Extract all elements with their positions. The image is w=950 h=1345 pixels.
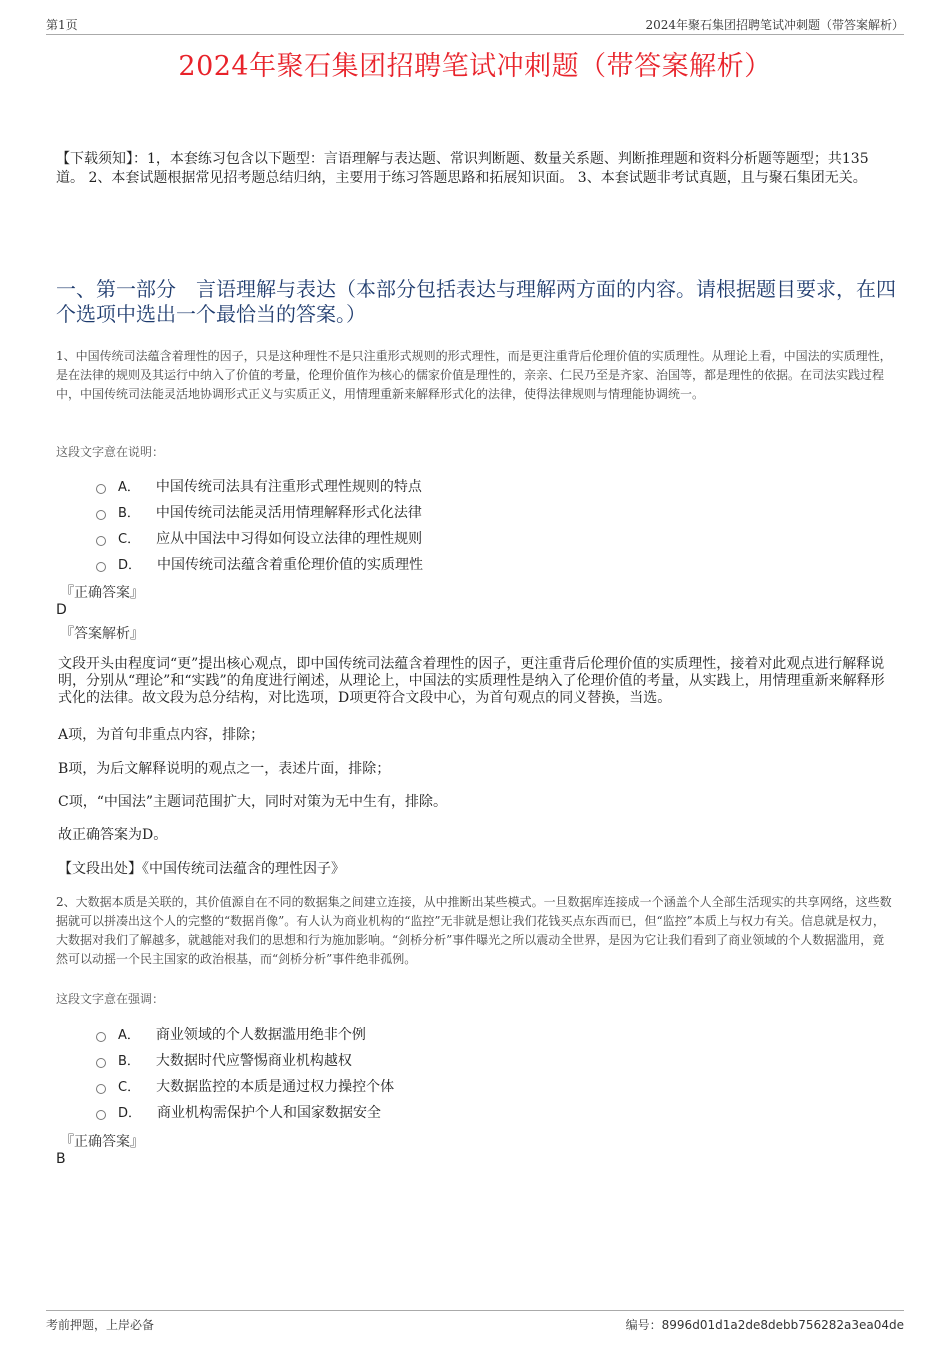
q1-option-c[interactable] [96,528,422,548]
footer-code [626,1316,904,1333]
option-letter: B． [118,1054,140,1069]
option-text: 应从中国法中习得如何设立法律的理性规则 [156,531,423,547]
q1-note-c: C项，“中国法”主题词范围扩大，同时对策为无中生有，排除。 [58,794,448,810]
page-title: 2024年聚石集团招聘笔试冲刺题（带答案解析） [178,51,772,82]
q2-answer-label: 『正确答案』 [60,1134,144,1150]
question-2-text: 2、大数据本质是关联的，其价值源自在不同的数据集之间建立连接，从中推断出某些模式。一旦数据库连接成一个涵盖个人全部生活现实的共享网络，这些数据就可以拼凑出这个人的完整的“数据肖像”。有人认为商业机构的“监控”无非就是想让我们花钱买点东西而已，但“监控”本质上与权力有关。信息就是权力，大数据对我们了解越多，就越能对我们的思想和行为施加影响。“剑桥分析”事件曝光之所以震动全世界，是因为它让我们看到了商业领域的个人数据滥用，竟然可以动摇一个民主国家的政治根基，而“剑桥分析”事件绝非孤例。 [56,895,892,966]
option-text: 中国传统司法蕴含着重伦理价值的实质理性 [157,557,424,573]
q2-option-b[interactable] [96,1050,352,1070]
question-1-prompt: 这段文字意在说明： [56,445,165,459]
q2-option-a[interactable] [96,1024,366,1044]
q1-note-b: B项，为后文解释说明的观点之一，表述片面，排除； [58,761,391,777]
q1-option-d[interactable] [96,554,423,574]
header-doc-title: 2024年聚石集团招聘笔试冲刺题（带答案解析） [645,18,904,32]
radio-icon[interactable] [96,1110,106,1120]
q1-option-b[interactable] [96,502,422,522]
q1-answer-label: 『正确答案』 [60,585,144,601]
q1-source: 【文段出处】《中国传统司法蕴含的理性因子》 [58,861,345,877]
option-text: 商业机构需保护个人和国家数据安全 [157,1105,382,1121]
option-text: 中国传统司法能灵活用情理解释形式化法律 [155,505,422,521]
q2-option-d[interactable] [96,1102,381,1122]
footer-slogan: 考前押题，上岸必备 [46,1318,155,1332]
q2-option-c[interactable] [96,1076,394,1096]
q1-note-a: A项，为首句非重点内容，排除； [58,727,265,743]
option-letter: B． [118,506,140,521]
section-title: 一、第一部分 言语理解与表达（本部分包括表达与理解两方面的内容。请根据题目要求，在四个选项中选出一个最恰当的答案。） [56,277,896,326]
q1-option-a[interactable] [96,476,422,496]
option-letter: D． [118,1106,142,1121]
radio-icon[interactable] [96,1084,106,1094]
question-1-text: 1、中国传统司法蕴含着理性的因子，只是这种理性不是只注重形式规则的形式理性，而是更注重背后伦理价值的实质理性。从理论上看，中国法的实质理性，是在法律的规则及其运行中纳入了价值的考量，伦理价值作为核心的儒家价值是理性的，亲亲、仁民乃至是齐家、治国等，都是理性的依据。在司法实践过程中，中国传统司法能灵活地协调形式正义与实质正义，用情理重新来解释形式化的法律，使得法律规则与情理能协调统一。 [56,349,892,401]
q1-conclusion: 故正确答案为D。 [58,827,168,843]
radio-icon[interactable] [96,510,106,520]
question-2-prompt: 这段文字意在强调： [56,992,165,1006]
option-text: 大数据时代应警惕商业机构越权 [155,1053,352,1069]
option-letter: C． [118,532,141,547]
option-text: 商业领域的个人数据滥用绝非个例 [155,1027,366,1043]
option-letter: C． [118,1080,141,1095]
footer-code-value: 8996d01d1a2de8debb756282a3ea04de [661,1318,904,1332]
q1-answer: D [56,602,67,618]
radio-icon[interactable] [96,1058,106,1068]
q2-answer: B [56,1151,66,1167]
download-notice: 【下载须知】：1，本套练习包含以下题型：言语理解与表达题、常识判断题、数量关系题、判断推理题和资料分析题等题型；共135道。 2、本套试题根据常见招考题总结归纳，主要用于练习答题思路和拓展知识面。 3、本套试题非考试真题，且与聚石集团无关。 [56,151,869,186]
radio-icon[interactable] [96,536,106,546]
page-header [46,14,904,35]
option-text: 中国传统司法具有注重形式理性规则的特点 [155,479,422,495]
q1-analysis: 文段开头由程度词“更”提出核心观点，即中国传统司法蕴含着理性的因子，更注重背后伦理价值的实质理性，接着对此观点进行解释说明，分别从“理论”和“实践”的角度进行阐述，从理论上，中国法的实质理性是纳入了伦理价值的考量，从实践上，用情理重新来解释形式化的法律。故文段为总分结构，对比选项，D项更符合文段中心，为首句观点的同义替换，当选。 [58,656,885,706]
option-letter: A． [118,480,140,495]
option-letter: D． [118,558,142,573]
footer-code-label: 编号： [625,1318,662,1332]
page-footer [46,1310,904,1335]
radio-icon[interactable] [96,1032,106,1042]
radio-icon[interactable] [96,484,106,494]
option-letter: A． [118,1028,140,1043]
option-text: 大数据监控的本质是通过权力操控个体 [156,1079,395,1095]
radio-icon[interactable] [96,562,106,572]
q1-analysis-label: 『答案解析』 [60,626,144,642]
page-number: 第1页 [46,18,78,32]
